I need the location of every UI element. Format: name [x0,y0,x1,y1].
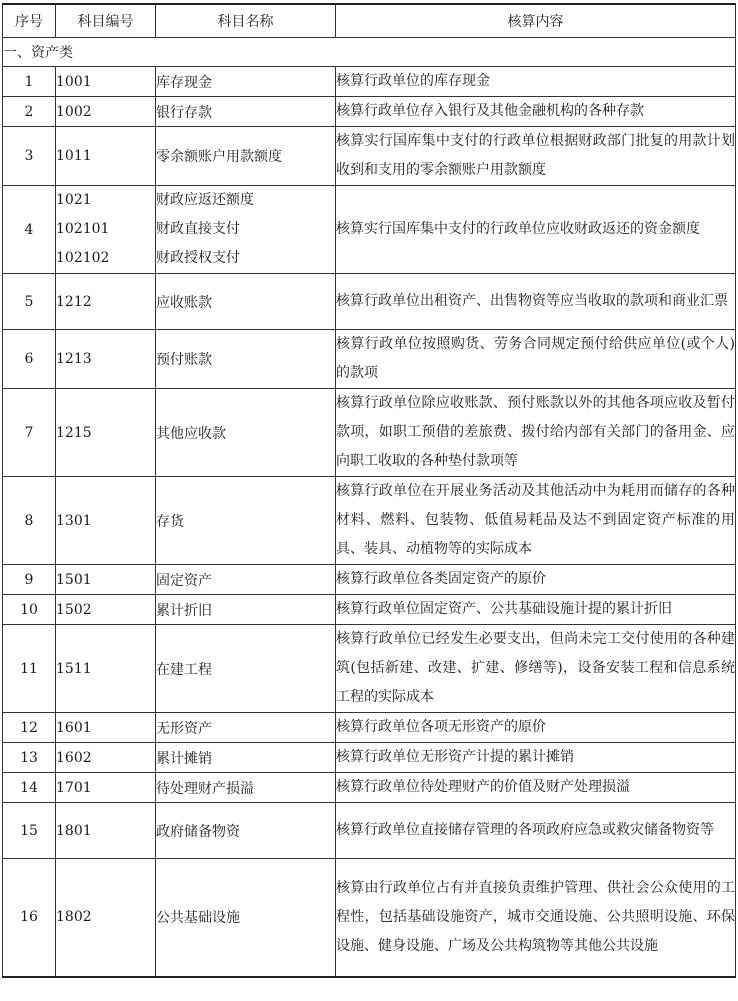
table-row [3,186,736,274]
section-row [3,38,736,67]
account-name: 其他应收款 [156,389,336,477]
table-row [3,274,736,330]
account-name: 存货 [156,477,336,565]
account-code: 1602 [56,743,156,773]
table-row [3,330,736,389]
account-name: 累计摊销 [156,743,336,773]
row-number: 1 [3,67,56,97]
account-content: 核算行政单位已经发生必要支出，但尚未完工交付使用的各种建筑(包括新建、改建、扩建、修缮等)，设备安装工程和信息系统工程的实际成本 [336,625,736,713]
accounts-table [2,3,736,978]
account-code: 1215 [56,389,156,477]
header-code: 科目编号 [56,4,156,38]
account-name: 政府储备物资 [156,803,336,859]
row-number: 8 [3,477,56,565]
account-code: 1213 [56,330,156,389]
table-row [3,97,736,127]
section-title: 一、资产类 [3,38,736,67]
account-code: 1701 [56,773,156,803]
table-row [3,477,736,565]
account-content: 核算行政单位存入银行及其他金融机构的各种存款 [336,97,736,127]
account-code: 1801 [56,803,156,859]
account-content: 核算行政单位各类固定资产的原价 [336,565,736,595]
account-name: 无形资产 [156,713,336,743]
account-name: 待处理财产损溢 [156,773,336,803]
account-name: 零余额账户用款额度 [156,127,336,186]
account-name: 公共基础设施 [156,859,336,977]
row-number: 10 [3,595,56,625]
account-code: 102102 [56,250,110,266]
account-name-group [156,186,336,274]
account-content: 核算行政单位的库存现金 [336,67,736,97]
account-code: 1021 [56,192,92,208]
account-content: 核算行政单位按照购货、劳务合同规定预付给供应单位(或个人)的款项 [336,330,736,389]
row-number: 16 [3,859,56,977]
table-row [3,713,736,743]
account-name: 财政应返还额度 [156,192,254,208]
account-code: 102101 [56,221,110,237]
row-number: 3 [3,127,56,186]
header-no: 序号 [3,4,56,38]
account-name: 财政授权支付 [156,250,240,266]
account-code: 1001 [56,67,156,97]
account-name: 在建工程 [156,625,336,713]
account-content: 核算行政单位除应收账款、预付账款以外的其他各项应收及暂付款项，如职工预借的差旅费、拨付给内部有关部门的备用金、应向职工收取的各种垫付款项等 [336,389,736,477]
account-content: 核算行政单位各项无形资产的原价 [336,713,736,743]
table-row [3,127,736,186]
table-row [3,595,736,625]
account-name: 固定资产 [156,565,336,595]
row-number: 11 [3,625,56,713]
row-number: 14 [3,773,56,803]
table-row [3,67,736,97]
account-code-group [56,186,156,274]
account-content: 核算实行国库集中支付的行政单位应收财政返还的资金额度 [336,186,736,274]
account-code: 1002 [56,97,156,127]
header-content: 核算内容 [336,4,736,38]
table-row [3,743,736,773]
account-name: 银行存款 [156,97,336,127]
account-name: 累计折旧 [156,595,336,625]
row-number: 5 [3,274,56,330]
account-name: 财政直接支付 [156,221,240,237]
account-code: 1301 [56,477,156,565]
header-row [3,4,736,38]
table-row [3,773,736,803]
account-code: 1011 [56,127,156,186]
table-row [3,565,736,595]
account-content: 核算行政单位固定资产、公共基础设施计提的累计折旧 [336,595,736,625]
row-number: 2 [3,97,56,127]
account-name: 库存现金 [156,67,336,97]
row-number: 7 [3,389,56,477]
account-content: 核算实行国库集中支付的行政单位根据财政部门批复的用款计划收到和支用的零余额账户用款额度 [336,127,736,186]
header-name: 科目名称 [156,4,336,38]
table-row [3,625,736,713]
account-name: 预付账款 [156,330,336,389]
row-number: 9 [3,565,56,595]
account-code: 1501 [56,565,156,595]
account-code: 1511 [56,625,156,713]
account-content: 核算行政单位直接储存管理的各项政府应急或救灾储备物资等 [336,803,736,859]
account-code: 1502 [56,595,156,625]
account-content: 核算行政单位在开展业务活动及其他活动中为耗用而储存的各种材料、燃料、包装物、低值易耗品及达不到固定资产标准的用具、装具、动植物等的实际成本 [336,477,736,565]
row-number: 12 [3,713,56,743]
account-content: 核算由行政单位占有并直接负责维护管理、供社会公众使用的工程性，包括基础设施资产，城市交通设施、公共照明设施、环保设施、健身设施、广场及公共构筑物等其他公共设施 [336,859,736,977]
account-content: 核算行政单位待处理财产的价值及财产处理损溢 [336,773,736,803]
account-name: 应收账款 [156,274,336,330]
account-content: 核算行政单位出租资产、出售物资等应当收取的款项和商业汇票 [336,274,736,330]
account-content: 核算行政单位无形资产计提的累计摊销 [336,743,736,773]
row-number: 15 [3,803,56,859]
table-row [3,803,736,859]
table-row [3,859,736,977]
account-code: 1802 [56,859,156,977]
row-number: 6 [3,330,56,389]
row-number: 13 [3,743,56,773]
account-code: 1601 [56,713,156,743]
table-row [3,389,736,477]
account-code: 1212 [56,274,156,330]
row-number: 4 [3,186,56,274]
